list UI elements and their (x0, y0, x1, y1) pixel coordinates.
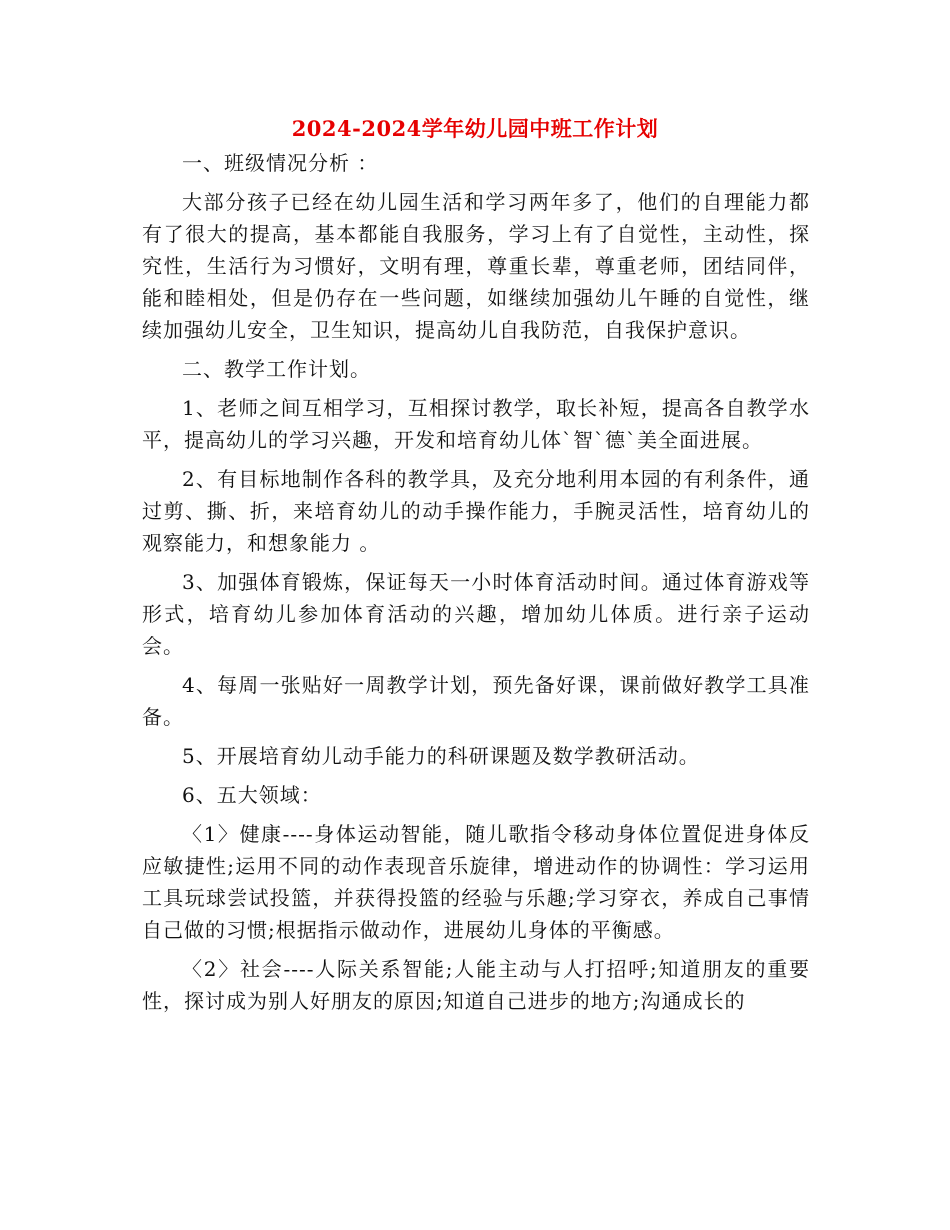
section-heading-teaching-plan: 二、教学工作计划。 (182, 357, 371, 381)
paragraph-item-5: 5、开展培育幼儿动手能力的科研课题及数学教研活动。 (182, 744, 700, 768)
paragraph-domain-health: 〈1〉健康----身体运动智能，随儿歌指令移动身体位置促进身体反应敏捷性;运用不同的动作表现音乐旋律，增进动作的协调性：学习运用工具玩球尝试投篮，并获得投篮的经验与乐趣;学习穿衣，养成自己事情自己做的习惯;根据指示做动作，进展幼儿身体的平衡感。 (142, 822, 810, 942)
document-title: 2024-2024学年幼儿园中班工作计划 (291, 116, 659, 141)
paragraph-item-3: 3、加强体育锻炼，保证每天一小时体育活动时间。通过体育游戏等形式，培育幼儿参加体育活动的兴趣，增加幼儿体质。进行亲子运动会。 (142, 570, 810, 658)
paragraph-item-1: 1、老师之间互相学习，互相探讨教学，取长补短，提高各自教学水平，提高幼儿的学习兴趣，开发和培育幼儿体`智`德`美全面进展。 (142, 396, 810, 452)
paragraph-class-analysis: 大部分孩子已经在幼儿园生活和学习两年多了，他们的自理能力都有了很大的提高，基本都能自我服务，学习上有了自觉性，主动性，探究性，生活行为习惯好，文明有理，尊重长辈，尊重老师，团结同伴，能和睦相处，但是仍存在一些问题，如继续加强幼儿午睡的自觉性，继续加强幼儿安全，卫生知识，提高幼儿自我防范，自我保护意识。 (142, 190, 810, 342)
paragraph-item-4: 4、每周一张贴好一周教学计划，预先备好课，课前做好教学工具准备。 (142, 673, 810, 729)
paragraph-item-2: 2、有目标地制作各科的教学具，及充分地利用本园的有利条件，通过剪、撕、折，来培育幼儿的动手操作能力，手腕灵活性，培育幼儿的观察能力，和想象能力 。 (142, 467, 810, 555)
paragraph-item-6: 6、五大领域： (182, 783, 322, 807)
paragraph-domain-social: 〈2〉社会----人际关系智能;人能主动与人打招呼;知道朋友的重要性，探讨成为别人好朋友的原因;知道自己进步的地方;沟通成长的 (142, 957, 810, 1013)
section-heading-class-analysis: 一、班级情况分析 ： (182, 151, 379, 175)
document-body (142, 147, 810, 1024)
